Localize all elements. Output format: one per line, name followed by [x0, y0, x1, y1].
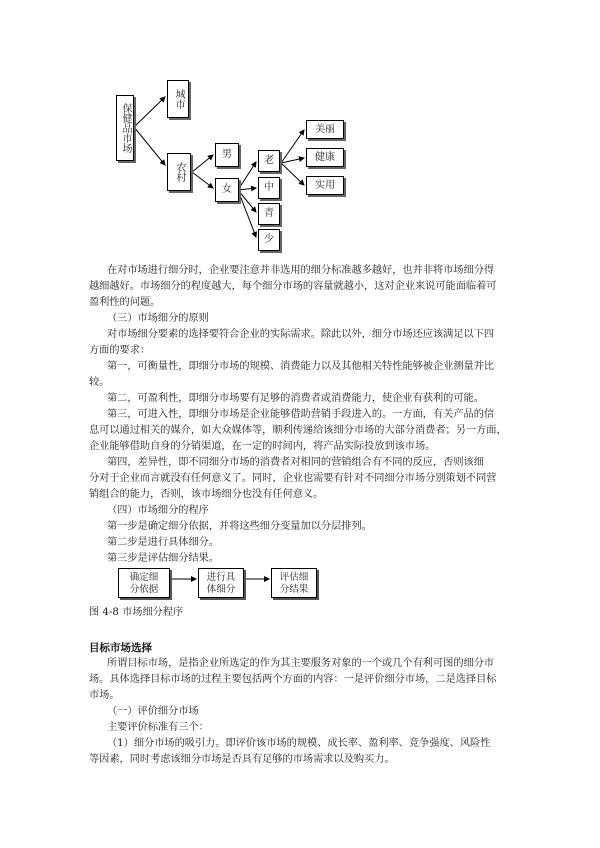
tree-node-old: 老: [258, 150, 280, 172]
step-line: 第二步是进行具体细分。: [107, 537, 220, 548]
tree-node-practical: 实用: [306, 176, 344, 195]
step-line: 第三步是评估细分结果。: [107, 553, 220, 564]
tree-node-female: 女: [215, 178, 239, 202]
process-box-line: 进行具: [206, 572, 236, 583]
paragraph-line: 等因素，同时考虑该细分市场是否具有足够的市场需求以及购买力。: [89, 754, 395, 765]
paragraph-line: 越细越好。市场细分的程度越大，每个细分市场的容量就越小，这对企业来说可能面临着可: [89, 281, 497, 292]
paragraph-line: 第二，可盈利性，即细分市场要有足够的消费者或消费能力，使企业有获利的可能。: [107, 393, 484, 404]
process-box-determine-basis: [118, 568, 170, 598]
figure-caption: 图 4-8 市场细分程序: [89, 607, 184, 618]
section-title-principles: （三）市场细分的原则: [107, 313, 209, 324]
tree-node-city: 城市: [167, 80, 189, 118]
paragraph-line: 方面的要求：: [89, 345, 151, 356]
tree-node-male: 男: [215, 143, 239, 167]
section-title-evaluate: （一）评价细分市场: [107, 706, 199, 717]
paragraph-line: 盈利性的问题。: [89, 297, 161, 308]
paragraph-line: 在对市场进行细分时，企业要注意并非选用的细分标准越多越好，也并非将市场细分得: [107, 265, 495, 276]
process-box-line: 分结果: [279, 584, 309, 595]
paragraph-line: 对市场细分要素的选择要符合企业的实际需求。除此以外，细分市场还应该满足以下四: [107, 329, 495, 340]
paragraph-line: 所谓目标市场，是指企业所选定的作为其主要服务对象的一个或几个有利可图的细分市: [107, 658, 495, 669]
step-line: 第一步是确定细分依据，并将这些细分变量加以分层排列。: [107, 521, 372, 532]
process-box-line: 评估细: [279, 572, 309, 583]
process-box-line: 体细分: [206, 584, 236, 595]
paragraph-line: 第四，差异性，即不同细分市场的消费者对相同的营销组合有不同的反应，否则该细: [107, 457, 484, 468]
paragraph-line: 分对于企业而言就没有任何意义了。同时，企业也需要有针对不同细分市场分别策划不同营: [89, 473, 497, 484]
process-box-line: 确定细: [129, 572, 159, 583]
paragraph-line: 企业能够借助自身的分销渠道，在一定的时间内，将产品实际投放到该市场。: [89, 441, 436, 452]
paragraph-line: 主要评价标准有三个：: [107, 722, 209, 733]
paragraph-line: 较。: [89, 377, 110, 388]
section-title-procedure: （四）市场细分的程序: [107, 505, 209, 516]
tree-node-youth: 少: [258, 229, 280, 251]
process-box-line: 分依据: [129, 584, 159, 595]
paragraph-line: 场。具体选择目标市场的过程主要包括两个方面的内容：一是评价细分市场，二是选择目标: [89, 674, 497, 685]
tree-node-middle: 中: [258, 177, 280, 199]
paragraph-line: 第三，可进入性，即细分市场是企业能够借助营销手段进入的。一方面，有关产品的信: [107, 409, 495, 420]
section-heading-target-market: 目标市场选择: [89, 642, 152, 654]
paragraph-line: 第一，可衡量性，即细分市场的规模、消费能力以及其他相关特性能够被企业测量并比: [107, 361, 495, 372]
tree-node-beauty: 美丽: [306, 120, 344, 139]
paragraph-line: （1）细分市场的吸引力。即评价该市场的规模、成长率、盈利率、竞争强度、风险性: [107, 738, 491, 749]
tree-node-health: 健康: [306, 148, 344, 167]
paragraph-line: 销组合的能力，否则，该市场细分也没有任何意义。: [89, 489, 324, 500]
paragraph-line: 市场。: [89, 690, 120, 701]
process-box-evaluate: [271, 568, 317, 598]
process-box-segment: [198, 568, 244, 598]
tree-node-young: 青: [258, 203, 280, 225]
paragraph-line: 息可以通过相关的媒介，如大众媒体等，顺利传递给该细分市场的大部分消费者；另一方面，: [89, 425, 507, 436]
tree-root-node: 保健品市场: [116, 95, 134, 161]
tree-node-rural: 农村: [167, 153, 191, 191]
